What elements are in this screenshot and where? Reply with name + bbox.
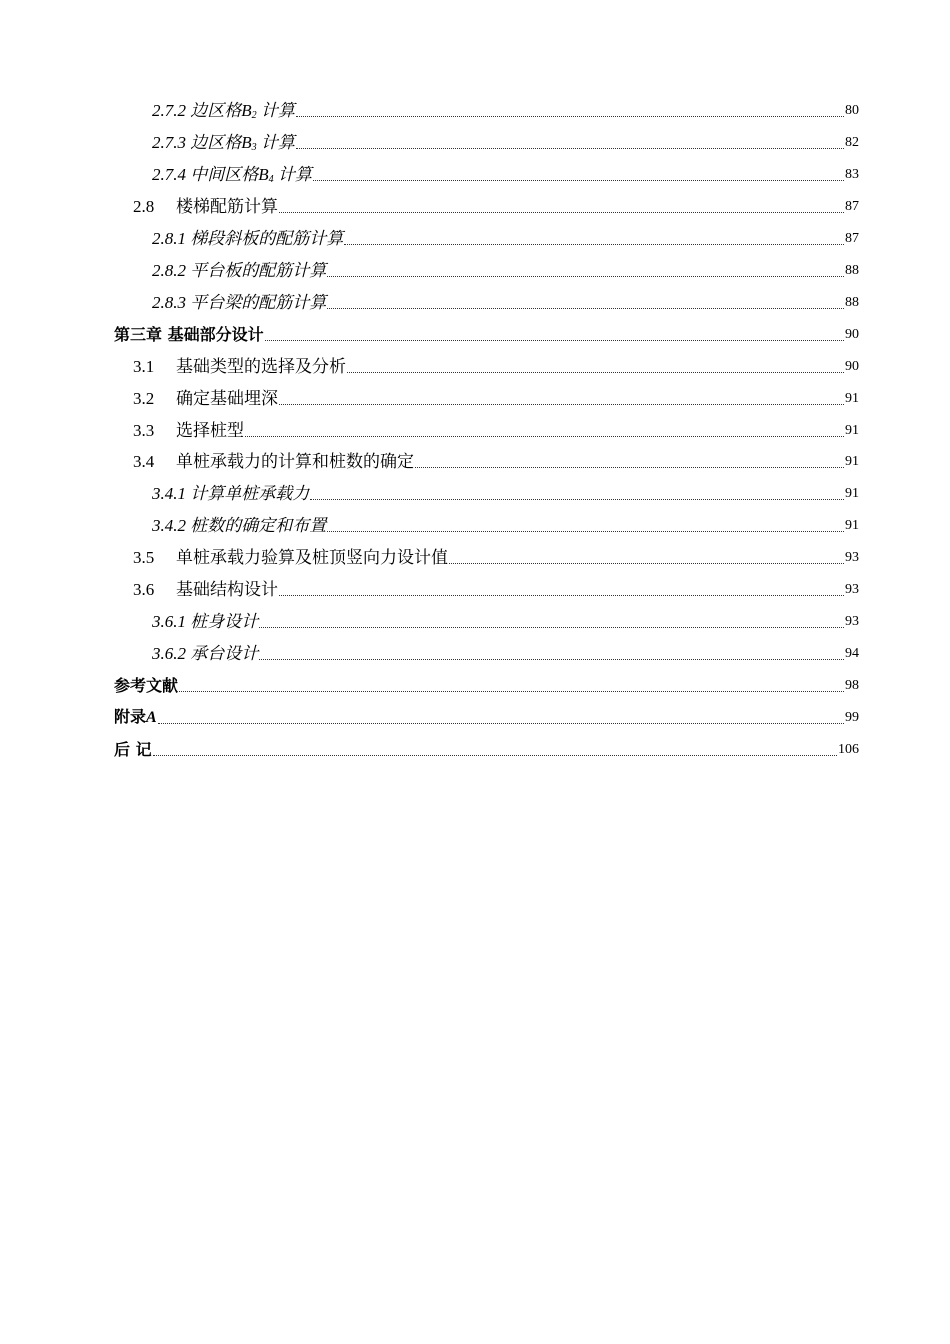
toc-entry-number: 3.1 (133, 356, 155, 376)
toc-entry[interactable] (0, 575, 859, 601)
toc-entry-page: 87 (845, 198, 859, 214)
dot-leader (296, 148, 844, 149)
toc-entry-text: 第三章 基础部分设计 (114, 324, 264, 344)
toc-entry-text: 后 记 (114, 740, 152, 759)
toc-entry[interactable] (0, 352, 859, 378)
toc-entry-title (152, 132, 295, 154)
toc-entry-text: 2.8.1 梯段斜板的配筋计算 (152, 228, 344, 248)
toc-entry-text: 附录 (114, 707, 147, 727)
toc-entry-text: 选择桩型 (176, 420, 244, 440)
toc-entry[interactable] (0, 96, 859, 122)
toc-entry-title (114, 739, 152, 761)
toc-entry-title (152, 611, 258, 633)
toc-entry-number: 3.3 (133, 420, 155, 440)
toc-entry[interactable] (0, 192, 859, 218)
dot-leader (158, 723, 844, 724)
toc-entry-title (114, 324, 264, 346)
dot-leader (279, 212, 844, 213)
toc-entry-title (133, 356, 346, 378)
toc-entry-page: 93 (845, 550, 859, 566)
toc-entry[interactable] (0, 320, 859, 346)
toc-entry-page: 87 (845, 230, 859, 246)
dot-leader (327, 531, 844, 532)
dot-leader (327, 308, 844, 309)
toc-entry[interactable] (0, 479, 859, 505)
toc-entry-page: 90 (845, 326, 859, 342)
toc-entry-page: 80 (845, 103, 859, 118)
toc-entry-page: 82 (845, 134, 859, 150)
toc-entry-title (152, 164, 312, 186)
dot-leader (279, 595, 844, 596)
toc-entry-title (152, 515, 326, 537)
toc-entry-page: 88 (845, 294, 859, 310)
toc-entry-symbol: B (258, 164, 269, 184)
toc-entry-subscript: 4 (268, 173, 274, 185)
toc-entry-page: 91 (845, 518, 859, 534)
toc-entry-text: 单桩承载力验算及桩顶竖向力设计值 (176, 548, 448, 568)
dot-leader (245, 436, 844, 437)
toc-entry-title (114, 706, 157, 729)
dot-leader (296, 116, 844, 117)
toc-entry-text: 2.8.2 平台板的配筋计算 (152, 260, 327, 280)
toc-entry-title (152, 643, 258, 665)
toc-entry[interactable] (0, 511, 859, 537)
toc-entry-page: 106 (838, 742, 859, 757)
toc-entry[interactable] (0, 416, 859, 442)
toc-entry-page: 91 (845, 422, 859, 438)
toc-entry-number: 3.4 (133, 452, 155, 472)
toc-entry-title (133, 451, 414, 473)
toc-entry-text: 2.7.2 边区格 (152, 101, 242, 120)
toc-entry-number: 3.2 (133, 388, 155, 408)
toc-entry-title (133, 196, 278, 218)
toc-entry-subscript: 3 (251, 141, 257, 153)
dot-leader (265, 340, 844, 341)
dot-leader (344, 244, 844, 245)
toc-entry-page: 91 (845, 454, 859, 470)
toc-entry-text: 3.4.2 桩数的确定和布置 (152, 516, 327, 536)
toc-entry-text: 3.4.1 计算单桩承载力 (152, 484, 310, 504)
toc-entry-title (133, 579, 278, 601)
toc-entry[interactable] (0, 128, 859, 154)
toc-entry-title (114, 675, 178, 697)
toc-entry-text: 基础结构设计 (176, 580, 278, 600)
toc-entry-subscript: 2 (251, 110, 257, 121)
toc-entry-title (152, 483, 309, 505)
toc-entry-symbol: A (146, 709, 157, 727)
toc-entry-page: 83 (845, 166, 859, 182)
toc-entry[interactable] (0, 288, 859, 314)
toc-entry[interactable] (0, 671, 859, 697)
toc-entry-text: 2.7.3 边区格 (152, 132, 242, 152)
toc-entry[interactable] (0, 607, 859, 633)
toc-entry-text: 3.6.1 桩身设计 (152, 612, 259, 632)
toc-entry-number: 3.6 (133, 580, 155, 600)
toc-entry-page: 88 (845, 262, 859, 278)
dot-leader (259, 627, 844, 628)
dot-leader (179, 691, 844, 692)
toc-entry-title (152, 228, 343, 250)
dot-leader (415, 467, 844, 468)
toc-entry-title (133, 388, 278, 410)
toc-entry-symbol: B (241, 132, 252, 152)
dot-leader (259, 659, 844, 660)
toc-entry-text-tail: 计算 (273, 164, 312, 184)
toc-entry-text-tail: 计算 (256, 132, 295, 152)
toc-entry-page: 91 (845, 486, 859, 502)
toc-entry-text: 基础类型的选择及分析 (176, 356, 346, 376)
toc-entry-title (133, 420, 244, 442)
toc-entry-page: 93 (845, 614, 859, 630)
toc-entry-text: 参考文献 (114, 676, 179, 696)
toc-entry[interactable] (0, 735, 859, 761)
toc-entry[interactable] (0, 256, 859, 282)
toc-entry-number: 3.5 (133, 548, 155, 568)
toc-entry-number: 2.8 (133, 196, 155, 216)
toc-entry[interactable] (0, 447, 859, 473)
toc-entry-text: 2.7.4 中间区格 (152, 164, 259, 184)
toc-entry-text: 确定基础埋深 (176, 388, 278, 408)
toc-entry-text: 楼梯配筋计算 (176, 196, 278, 216)
dot-leader (449, 563, 844, 564)
toc-entry-title (133, 547, 448, 569)
toc-entry-title (152, 100, 295, 122)
dot-leader (313, 180, 844, 181)
toc-entry[interactable] (0, 639, 859, 665)
toc-entry-page: 98 (845, 678, 859, 694)
toc-entry-page: 93 (845, 582, 859, 598)
toc-entry-page: 99 (845, 710, 859, 726)
dot-leader (310, 499, 844, 500)
toc-entry[interactable] (0, 160, 859, 186)
toc-entry-symbol: B (241, 101, 252, 120)
toc-entry-title (152, 292, 326, 314)
toc-entry-text-tail: 计算 (256, 101, 295, 120)
toc-entry-page: 91 (845, 390, 859, 406)
toc-entry-page: 94 (845, 646, 859, 662)
toc-entry[interactable] (0, 703, 859, 729)
toc-entry[interactable] (0, 224, 859, 250)
dot-leader (153, 755, 837, 756)
toc-entry-text: 单桩承载力的计算和桩数的确定 (176, 452, 414, 472)
dot-leader (327, 276, 844, 277)
dot-leader (279, 404, 844, 405)
toc-entry-page: 90 (845, 358, 859, 374)
toc-entry[interactable] (0, 384, 859, 410)
toc-entry-text: 2.8.3 平台梁的配筋计算 (152, 292, 327, 312)
toc-entry[interactable] (0, 543, 859, 569)
dot-leader (347, 372, 844, 373)
toc-entry-text: 3.6.2 承台设计 (152, 644, 259, 664)
toc-entry-title (152, 260, 326, 282)
